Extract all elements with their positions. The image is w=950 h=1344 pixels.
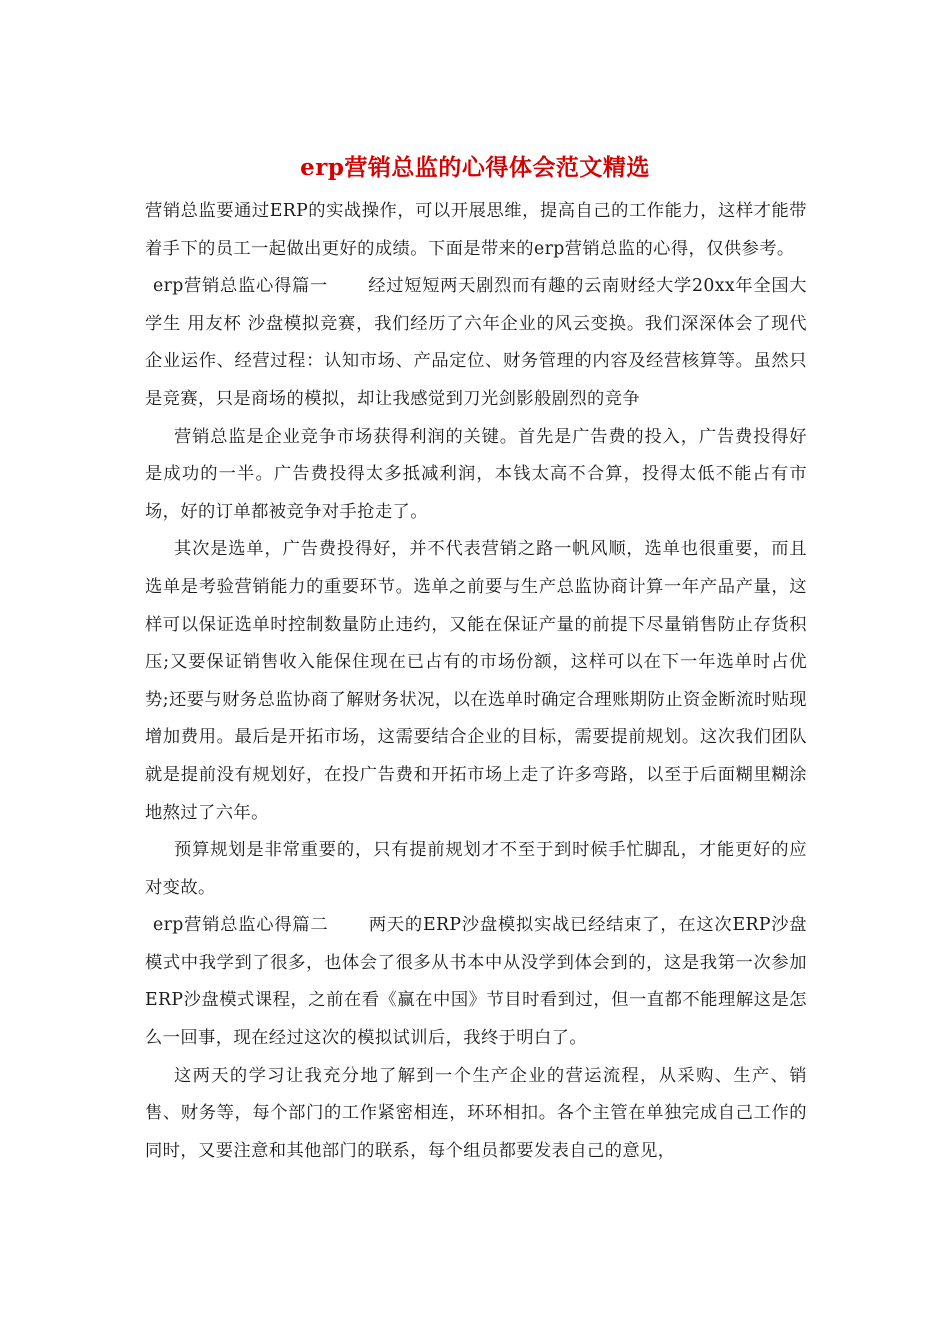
intro-paragraph: 营销总监要通过ERP的实战操作，可以开展思维，提高自己的工作能力，这样才能带着手下的员工一起做出更好的成绩。下面是带来的erp营销总监的心得，仅供参考。	[145, 201, 807, 259]
section1-paragraph	[145, 268, 807, 418]
paragraph-learning: 这两天的学习让我充分地了解到一个生产企业的营运流程，从采购、生产、销售、财务等，每个部门的工作紧密相连，环环相扣。各个主管在单独完成自己工作的同时，又要注意和其他部门的联系，每个组员都要发表自己的意见，	[145, 1065, 807, 1161]
document-body	[145, 193, 807, 1170]
section1-text: 经过短短两天剧烈而有趣的云南财经大学20xx年全国大学生 用友杯 沙盘模拟竞赛，我们经历了六年企业的风云变换。我们深深体会了现代企业运作、经营过程：认知市场、产品定位、财务管理的内容及经营核算等。虽然只是竞赛，只是商场的模拟，却让我感觉到刀光剑影般剧烈的竞争	[145, 276, 807, 409]
section2-heading: erp营销总监心得篇二	[153, 915, 329, 936]
section1-heading: erp营销总监心得篇一	[153, 276, 328, 297]
paragraph-budget-planning: 预算规划是非常重要的，只有提前规划才不至于到时候手忙脚乱，才能更好的应对变故。	[145, 840, 807, 898]
paragraph-order-selection: 其次是选单，广告费投得好，并不代表营销之路一帆风顺，选单也很重要，而且选单是考验营销能力的重要环节。选单之前要与生产总监协商计算一年产品产量，这样可以保证选单时控制数量防止违约，又能在保证产量的前提下尽量销售防止存货积压;又要保证销售收入能保住现在已占有的市场份额，这样可以在下一年选单时占优势;还要与财务总监协商了解财务状况，以在选单时确定合理账期防止资金断流时贴现增加费用。最后是开拓市场，这需要结合企业的目标，需要提前规划。这次我们团队就是提前没有规划好，在投广告费和开拓市场上走了许多弯路，以至于后面糊里糊涂地熬过了六年。	[145, 539, 807, 823]
section2-paragraph	[145, 907, 807, 1057]
section2-text: 两天的ERP沙盘模拟实战已经结束了，在这次ERP沙盘模式中我学到了很多，也体会了很多从书本中从没学到体会到的，这是我第一次参加ERP沙盘模式课程，之前在看《赢在中国》节目时看到过，但一直都不能理解这是怎么一回事，现在经过这次的模拟试训后，我终于明白了。	[145, 915, 807, 1049]
document-title: erp营销总监的心得体会范文精选	[300, 154, 650, 181]
paragraph-advertising: 营销总监是企业竞争市场获得利润的关键。首先是广告费的投入，广告费投得好是成功的一半。广告费投得太多抵减利润，本钱太高不合算，投得太低不能占有市场，好的订单都被竞争对手抢走了。	[145, 426, 807, 522]
